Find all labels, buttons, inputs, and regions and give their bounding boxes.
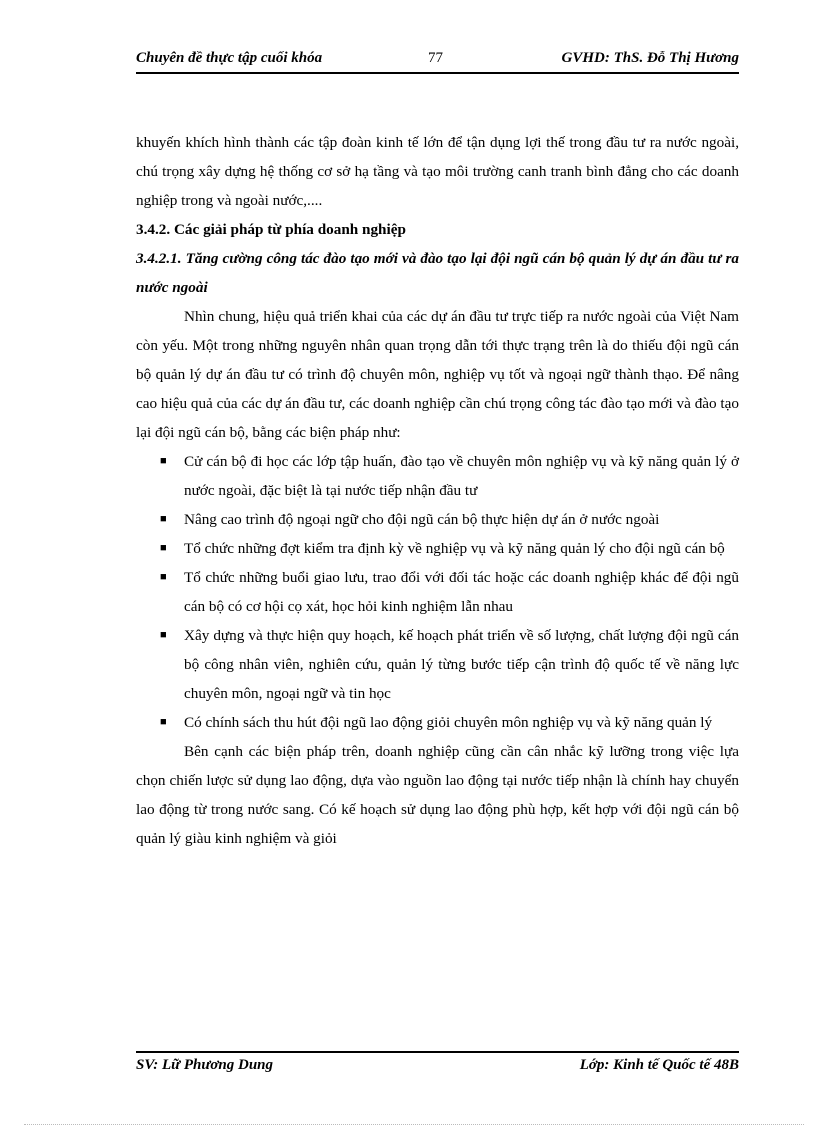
- list-item-text: Xây dựng và thực hiện quy hoạch, kế hoạch phát triển về số lượng, chất lượng đội ngũ cán bộ công nhân viên, nghiên cứu, quản lý từng bước tiếp cận trình độ quốc tế về năng lực chuyên môn, ngoại ngữ và tin học: [184, 627, 739, 702]
- bullet-icon: ■: [160, 542, 167, 554]
- header-title: Chuyên đề thực tập cuối khóa: [136, 50, 323, 66]
- footer-student: SV: Lữ Phương Dung: [136, 1057, 274, 1073]
- list-item: [136, 447, 739, 505]
- bullet-icon: ■: [160, 571, 167, 583]
- header-supervisor: GVHD: ThS. Đỗ Thị Hương: [561, 50, 739, 66]
- bullet-icon: ■: [160, 455, 167, 467]
- list-item: [136, 621, 739, 708]
- bullet-icon: ■: [160, 629, 167, 641]
- page-number: 77: [428, 50, 443, 66]
- continued-paragraph: khuyến khích hình thành các tập đoàn kinh tế lớn để tận dụng lợi thế trong đầu tư ra nước ngoài, chú trọng xây dựng hệ thống cơ sở hạ tầng và tạo môi trường canh tranh bình đẳng cho các doanh nghiệp trong và ngoài nước,....: [136, 134, 739, 209]
- subsection-heading: 3.4.2.1. Tăng cường công tác đào tạo mới và đào tạo lại đội ngũ cán bộ quản lý dự án đầu tư ra nước ngoài: [136, 250, 739, 296]
- body-paragraph: Nhìn chung, hiệu quả triển khai của các dự án đầu tư trực tiếp ra nước ngoài của Việt Nam còn yếu. Một trong những nguyên nhân quan trọng dẫn tới thực trạng trên là do thiếu đội ngũ cán bộ quản lý dự án đầu tư có trình độ chuyên môn, nghiệp vụ tốt và ngoại ngữ thành thạo. Để nâng cao hiệu quả của các dự án đầu tư, các doanh nghiệp cần chú trọng công tác đào tạo mới và đào tạo lại đội ngũ cán bộ, bằng các biện pháp như:: [136, 308, 739, 441]
- bullet-icon: ■: [160, 513, 167, 525]
- header-rule: [136, 72, 739, 74]
- list-item: [136, 563, 739, 621]
- body-paragraph: Bên cạnh các biện pháp trên, doanh nghiệp cũng cần cân nhắc kỹ lưỡng trong việc lựa chọn chiến lược sử dụng lao động, dựa vào nguồn lao động tại nước tiếp nhận là chính hay chuyển lao động từ trong nước sang. Có kế hoạch sử dụng lao động phù hợp, kết hợp với đội ngũ cán bộ quản lý giàu kinh nghiệm và giỏi: [136, 743, 739, 847]
- footer-class: Lớp: Kinh tế Quốc tế 48B: [579, 1057, 739, 1073]
- bullet-icon: ■: [160, 716, 167, 728]
- list-item: [136, 534, 739, 563]
- list-item-text: Cử cán bộ đi học các lớp tập huấn, đào tạo về chuyên môn nghiệp vụ và kỹ năng quản lý ở nước ngoài, đặc biệt là tại nước tiếp nhận đầu tư: [184, 453, 739, 499]
- list-item: [136, 505, 739, 534]
- page-footer: [136, 1053, 739, 1079]
- bullet-list: [136, 447, 739, 737]
- section-heading: 3.4.2. Các giải pháp từ phía doanh nghiệp: [136, 221, 406, 238]
- list-item-text: Tổ chức những buổi giao lưu, trao đổi với đối tác hoặc các doanh nghiệp khác để đội ngũ cán bộ có cơ hội cọ xát, học hỏi kinh nghiệm lẫn nhau: [184, 569, 739, 615]
- page-body: [136, 128, 739, 853]
- list-item-text: Có chính sách thu hút đội ngũ lao động giỏi chuyên môn nghiệp vụ và kỹ năng quản lý: [184, 714, 713, 731]
- list-item-text: Tổ chức những đợt kiểm tra định kỳ về nghiệp vụ và kỹ năng quản lý cho đội ngũ cán bộ: [184, 540, 725, 557]
- page-header: [136, 48, 739, 72]
- list-item-text: Nâng cao trình độ ngoại ngữ cho đội ngũ cán bộ thực hiện dự án ở nước ngoài: [184, 511, 660, 528]
- list-item: [136, 708, 739, 737]
